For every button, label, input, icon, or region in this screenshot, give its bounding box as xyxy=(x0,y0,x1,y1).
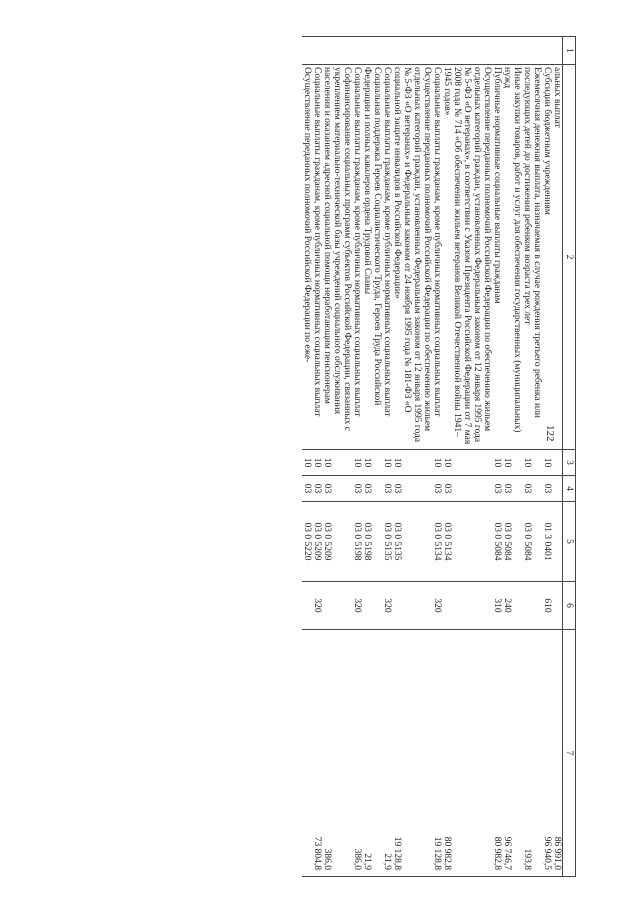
row-name: Социальные выплаты гражданам, кроме публичных нормативных социальных выплат xyxy=(312,65,322,450)
row-section-code: 10 xyxy=(312,450,322,476)
rotated-page-content xyxy=(88,36,576,876)
row-subsection-code: 03 xyxy=(542,476,552,502)
empty-cell xyxy=(502,37,522,65)
row-amount: 386,0 xyxy=(352,630,362,877)
row-subsection-code: 03 xyxy=(352,476,362,502)
row-name: Социальная поддержка Героев Социалистического Труда, Героев Труда Российской Федерации и полных кавалеров ордена Трудовой Славы xyxy=(362,65,382,450)
row-expense-type: 320 xyxy=(432,582,442,630)
row-section-code xyxy=(552,450,563,476)
row-name: Ежемесячная денежная выплата, назначаемая в случае рождения третьего ребенка или последующих детей до достижения ребенком возраста трех лет xyxy=(522,65,542,450)
table-row xyxy=(352,37,362,877)
row-amount: 386,0 xyxy=(322,630,352,877)
row-expense-type: 320 xyxy=(382,582,392,630)
row-expense-type xyxy=(552,582,563,630)
row-amount: 80 982,8 xyxy=(442,630,492,877)
table-row xyxy=(552,37,563,877)
row-target-article: 03 0 5084 xyxy=(492,502,502,582)
column-header: 4 xyxy=(563,476,576,502)
row-target-article: 03 0 5198 xyxy=(362,502,382,582)
table-row xyxy=(542,37,552,877)
row-subsection-code: 03 xyxy=(442,476,492,502)
column-header: 7 xyxy=(563,630,576,877)
row-section-code: 10 xyxy=(362,450,382,476)
row-subsection-code xyxy=(552,476,563,502)
column-header: 1 xyxy=(563,37,576,65)
row-amount: 19 128,8 xyxy=(392,630,432,877)
row-name: Осуществление переданных полномочий Российской Федерации по еже- xyxy=(302,65,312,450)
column-header: 3 xyxy=(563,450,576,476)
row-amount: 21,9 xyxy=(362,630,382,877)
row-subsection-code: 03 xyxy=(302,476,312,502)
table-row xyxy=(502,37,522,877)
column-header: 5 xyxy=(563,502,576,582)
row-amount: 96 940,5 xyxy=(542,630,552,877)
table-row xyxy=(442,37,492,877)
row-subsection-code: 03 xyxy=(382,476,392,502)
table-row xyxy=(392,37,432,877)
row-section-code: 10 xyxy=(302,450,312,476)
row-section-code: 10 xyxy=(432,450,442,476)
row-subsection-code: 03 xyxy=(392,476,432,502)
table-body xyxy=(302,37,563,877)
row-section-code: 10 xyxy=(352,450,362,476)
row-expense-type: 610 xyxy=(542,582,552,630)
table-row xyxy=(492,37,502,877)
row-subsection-code: 03 xyxy=(362,476,382,502)
empty-cell xyxy=(382,37,392,65)
table-header-row xyxy=(563,37,576,877)
empty-cell xyxy=(302,37,312,65)
row-amount: 19 128,8 xyxy=(432,630,442,877)
table-row xyxy=(312,37,322,877)
table-row xyxy=(522,37,542,877)
row-target-article: 03 0 5135 xyxy=(382,502,392,582)
row-expense-type: 320 xyxy=(352,582,362,630)
row-target-article: 03 0 5135 xyxy=(392,502,432,582)
empty-cell xyxy=(552,37,563,65)
budget-table xyxy=(302,36,576,877)
row-section-code: 10 xyxy=(392,450,432,476)
empty-cell xyxy=(542,37,552,65)
row-expense-type: 240 xyxy=(502,582,522,630)
row-section-code: 10 xyxy=(442,450,492,476)
empty-cell xyxy=(442,37,492,65)
empty-cell xyxy=(432,37,442,65)
row-name: Иные закупки товаров, работ и услуг для обеспечения государственных (муниципальных) нужд xyxy=(502,65,522,450)
row-subsection-code: 03 xyxy=(312,476,322,502)
row-amount: 193,8 xyxy=(522,630,542,877)
row-target-article: 03 0 5209 xyxy=(312,502,322,582)
row-section-code: 10 xyxy=(522,450,542,476)
empty-cell xyxy=(492,37,502,65)
column-header: 2 xyxy=(563,65,576,450)
column-header: 6 xyxy=(563,582,576,630)
row-section-code: 10 xyxy=(382,450,392,476)
row-amount: 96 746,7 xyxy=(502,630,522,877)
table-row xyxy=(302,37,312,877)
empty-cell xyxy=(522,37,542,65)
row-name: альных выплат xyxy=(552,65,563,450)
row-subsection-code: 03 xyxy=(522,476,542,502)
row-target-article: 01 3 0401 xyxy=(542,502,552,582)
row-expense-type xyxy=(442,582,492,630)
row-expense-type xyxy=(302,582,312,630)
row-amount: 86 991,0 xyxy=(552,630,563,877)
row-section-code: 10 xyxy=(502,450,522,476)
row-target-article: 03 0 5134 xyxy=(432,502,442,582)
row-expense-type: 320 xyxy=(312,582,322,630)
row-target-article: 03 0 5134 xyxy=(442,502,492,582)
row-subsection-code: 03 xyxy=(432,476,442,502)
table-row xyxy=(362,37,382,877)
row-target-article: 03 0 5209 xyxy=(322,502,352,582)
row-target-article: 03 0 5084 xyxy=(522,502,542,582)
row-name: Осуществление переданных полномочий Российской Федерации по обеспечению жильем отдельных категорий граждан, установленных Федеральным законом от 12 января 1995 года № 5-ФЗ «О ветеранах», в соответствии с Указом Президента Российской Федерации от 7 мая 2008 года № 714 «Об обеспечении жильем ветеранов Великой Отечественной войны 1941–1945 годов» xyxy=(442,65,492,450)
row-target-article: 03 0 5198 xyxy=(352,502,362,582)
row-amount: 80 982,8 xyxy=(492,630,502,877)
row-subsection-code: 03 xyxy=(492,476,502,502)
row-section-code: 10 xyxy=(322,450,352,476)
row-expense-type: 310 xyxy=(492,582,502,630)
row-target-article: 03 0 5220 xyxy=(302,502,312,582)
row-name: Социальные выплаты гражданам, кроме публичных нормативных социальных выплат xyxy=(432,65,442,450)
table-row xyxy=(322,37,352,877)
table-row xyxy=(432,37,442,877)
row-amount xyxy=(302,630,312,877)
empty-cell xyxy=(392,37,432,65)
row-target-article: 03 0 5084 xyxy=(502,502,522,582)
row-name: Субсидии бюджетным учреждениям xyxy=(542,65,552,450)
row-amount: 21,9 xyxy=(382,630,392,877)
row-name: Софинансирование социальных программ субъектов Российской Федерации, связанных с укреплением материально-технической базы учреждений социального обслуживания населения и оказанием адресной социальной помощи неработающим пенсионерам xyxy=(322,65,352,450)
empty-cell xyxy=(312,37,322,65)
row-name: Социальные выплаты гражданам, кроме публичных нормативных социальных выплат xyxy=(382,65,392,450)
row-expense-type xyxy=(362,582,382,630)
row-name: Социальные выплаты гражданам, кроме публичных нормативных социальных выплат xyxy=(352,65,362,450)
table-row xyxy=(382,37,392,877)
row-section-code: 10 xyxy=(492,450,502,476)
row-expense-type xyxy=(522,582,542,630)
row-subsection-code: 03 xyxy=(322,476,352,502)
row-name: Публичные нормативные социальные выплаты гражданам xyxy=(492,65,502,450)
page-number: 122 xyxy=(544,425,556,442)
row-name: Осуществление переданных полномочий Российской Федерации по обеспечению жильем отдельных категорий граждан, установленных Федеральным законом от 12 января 1995 года № 5-ФЗ «О ветеранах» и Федеральным законом от 24 ноября 1995 года № 181-ФЗ «О социальной защите инвалидов в Российской Федерации» xyxy=(392,65,432,450)
row-expense-type xyxy=(322,582,352,630)
empty-cell xyxy=(322,37,352,65)
empty-cell xyxy=(362,37,382,65)
row-target-article xyxy=(552,502,563,582)
row-subsection-code: 03 xyxy=(502,476,522,502)
row-section-code: 10 xyxy=(542,450,552,476)
empty-cell xyxy=(352,37,362,65)
row-expense-type xyxy=(392,582,432,630)
row-amount: 73 804,8 xyxy=(312,630,322,877)
